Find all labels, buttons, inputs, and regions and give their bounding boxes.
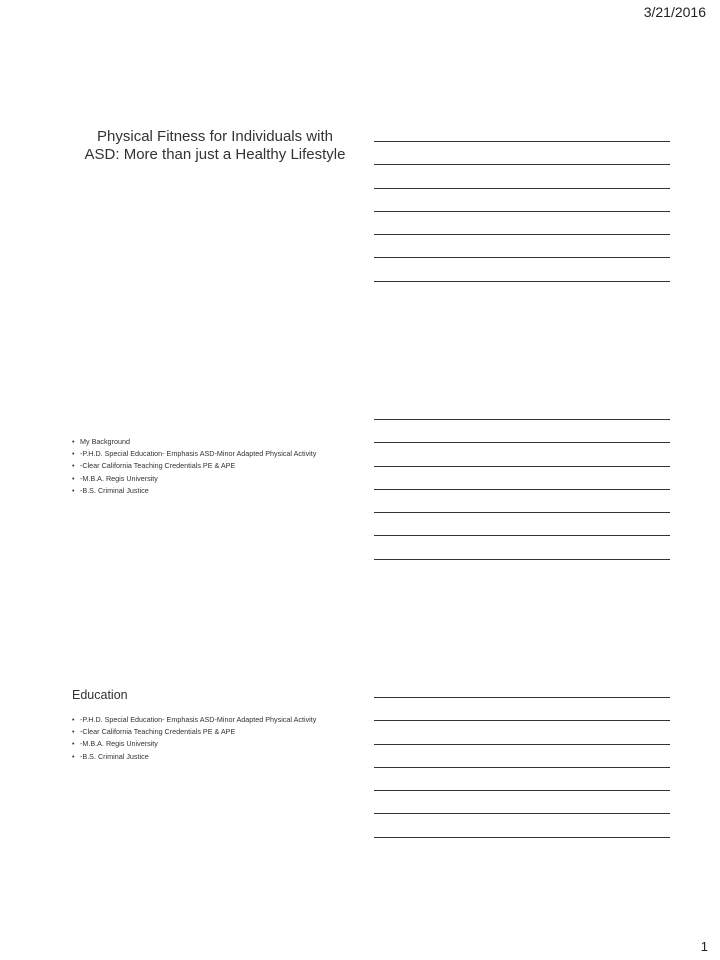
note-line [374,141,670,142]
page-date: 3/21/2016 [643,4,706,20]
note-line [374,211,670,212]
bullet-item: • -M.B.A. Regis University [72,740,362,749]
note-line [374,790,670,791]
slide-2-bullet-list [62,438,362,495]
note-line [374,257,670,258]
note-line [374,697,670,698]
note-line [374,442,670,443]
note-line [374,559,670,560]
bullet-item: • -Clear California Teaching Credentials PE & APE [72,728,362,737]
slide-3-bullet-list [62,716,362,761]
note-line [374,281,670,282]
note-line [374,512,670,513]
note-line [374,419,670,420]
slide-3-title: Education [72,688,128,702]
notes-lines-1 [374,141,670,304]
note-line [374,489,670,490]
note-line [374,767,670,768]
note-line [374,837,670,838]
note-line [374,813,670,814]
note-line [374,720,670,721]
bullet-item: • -P.H.D. Special Education- Emphasis ASD-Minor Adapted Physical Activity [72,450,362,459]
bullet-item: • -Clear California Teaching Credentials PE & APE [72,462,362,471]
notes-lines-2 [374,419,670,582]
notes-lines-3 [374,697,670,860]
bullet-item: • -B.S. Criminal Justice [72,487,362,496]
note-line [374,535,670,536]
slide-1 [62,128,362,164]
page-number: 1 [700,939,708,954]
bullet-item: • My Background [72,438,362,447]
bullet-item: • -P.H.D. Special Education- Emphasis ASD-Minor Adapted Physical Activity [72,716,362,725]
note-line [374,164,670,165]
note-line [374,188,670,189]
slide-2 [62,438,362,499]
bullet-item: • -B.S. Criminal Justice [72,753,362,762]
bullet-item: • -M.B.A. Regis University [72,475,362,484]
slide-3 [62,688,362,765]
note-line [374,466,670,467]
note-line [374,234,670,235]
note-line [374,744,670,745]
slide-1-title: Physical Fitness for Individuals with ASD: More than just a Healthy Lifestyle [84,128,346,163]
